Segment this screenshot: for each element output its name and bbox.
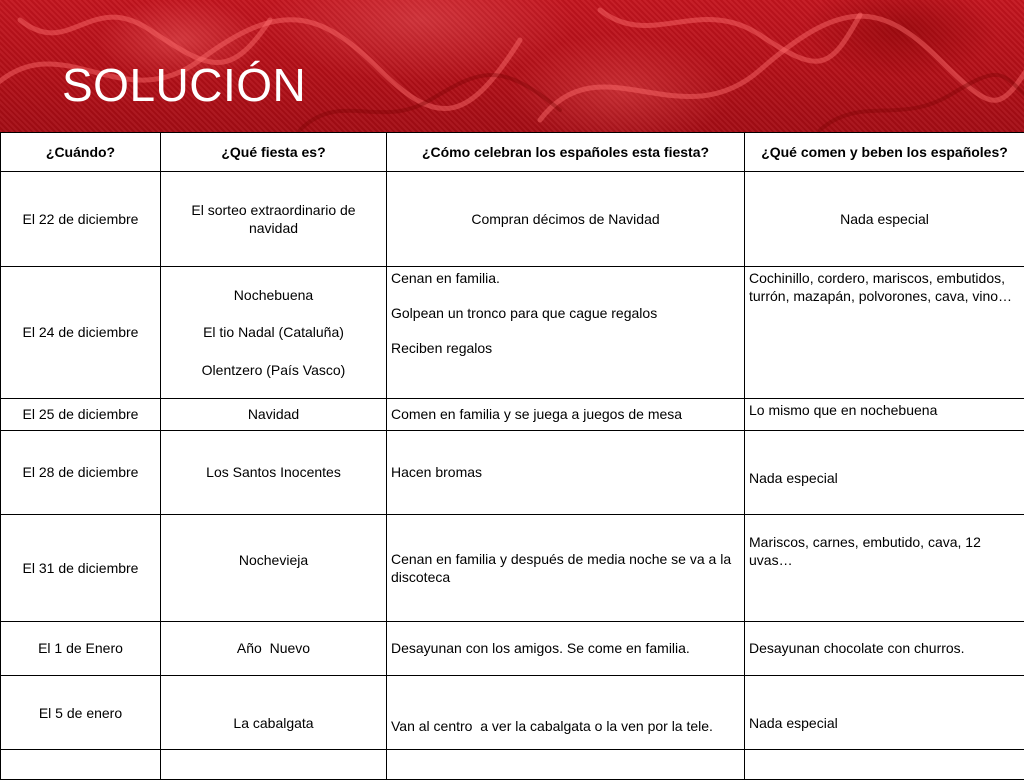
celebran-text: Hacen bromas	[391, 463, 740, 481]
celebran-text: Cenan en familia y después de media noche se va a la discoteca	[391, 550, 740, 586]
when-cell	[1, 750, 161, 780]
table-row	[1, 399, 1024, 431]
table-row	[1, 431, 1024, 515]
table-row	[1, 515, 1024, 622]
table-row	[1, 172, 1024, 267]
comen-cell	[745, 515, 1024, 622]
fiesta-cell	[161, 750, 387, 780]
celebran-cell	[387, 431, 745, 515]
comen-cell	[745, 676, 1024, 750]
comen-cell: Lo mismo que en nochebuena	[745, 399, 1024, 431]
when-cell: El 28 de diciembre	[1, 431, 161, 515]
fiesta-text: La cabalgata	[165, 714, 382, 732]
when-cell: El 22 de diciembre	[1, 172, 161, 267]
fiesta-text: Olentzero (País Vasco)	[165, 361, 382, 379]
celebran-cell	[387, 622, 745, 676]
fiesta-cell	[161, 431, 387, 515]
when-cell: El 31 de diciembre	[1, 515, 161, 622]
fiesta-cell	[161, 399, 387, 431]
comen-cell	[745, 750, 1024, 780]
header-comen: ¿Qué comen y beben los españoles?	[745, 133, 1024, 172]
fiesta-text: Nochebuena	[165, 286, 382, 304]
comen-cell	[745, 431, 1024, 515]
fiestas-table	[0, 132, 1024, 780]
fiesta-text: El sorteo extraordinario de navidad	[165, 201, 382, 237]
celebran-cell	[387, 676, 745, 750]
header-banner	[0, 0, 1024, 132]
header-when: ¿Cuándo?	[1, 133, 161, 172]
celebran-cell	[387, 267, 745, 399]
fiesta-text: Navidad	[165, 405, 382, 423]
fiesta-cell	[161, 267, 387, 399]
celebran-text: Van al centro a ver la cabalgata o la ven por la tele.	[391, 717, 740, 735]
when-cell: El 5 de enero	[1, 676, 161, 750]
header-fiesta: ¿Qué fiesta es?	[161, 133, 387, 172]
fiesta-cell	[161, 622, 387, 676]
fiesta-cell	[161, 515, 387, 622]
celebran-cell	[387, 399, 745, 431]
fiesta-text: Año Nuevo	[165, 639, 382, 657]
fiesta-text: Nochevieja	[165, 551, 382, 569]
comen-text: Mariscos, carnes, embutido, cava, 12 uvas…	[749, 533, 1020, 569]
page-title: SOLUCIÓN	[62, 62, 306, 108]
celebran-cell	[387, 515, 745, 622]
when-cell: El 24 de diciembre	[1, 267, 161, 399]
celebran-cell	[387, 172, 745, 267]
celebran-text: Golpean un tronco para que cague regalos	[391, 304, 740, 322]
comen-cell: Desayunan chocolate con churros.	[745, 622, 1024, 676]
comen-text: Nada especial	[749, 469, 1020, 487]
fiesta-text: El tio Nadal (Cataluña)	[165, 323, 382, 341]
comen-cell: Cochinillo, cordero, mariscos, embutidos, turrón, mazapán, polvorones, cava, vino…	[745, 267, 1024, 399]
celebran-cell	[387, 750, 745, 780]
fiesta-cell	[161, 676, 387, 750]
celebran-text: Compran décimos de Navidad	[391, 210, 740, 228]
celebran-text: Desayunan con los amigos. Se come en familia.	[391, 639, 740, 657]
celebran-text: Reciben regalos	[391, 339, 740, 357]
comen-text: Nada especial	[749, 714, 1020, 732]
table-header-row	[1, 133, 1024, 172]
table-row	[1, 267, 1024, 399]
header-celebran: ¿Cómo celebran los españoles esta fiesta?	[387, 133, 745, 172]
celebran-text: Comen en familia y se juega a juegos de mesa	[391, 405, 740, 423]
table-row	[1, 750, 1024, 780]
comen-cell: Nada especial	[745, 172, 1024, 267]
when-cell: El 1 de Enero	[1, 622, 161, 676]
fiesta-text: Los Santos Inocentes	[165, 463, 382, 481]
table-row	[1, 676, 1024, 750]
table-row	[1, 622, 1024, 676]
when-cell: El 25 de diciembre	[1, 399, 161, 431]
fiesta-cell	[161, 172, 387, 267]
celebran-text: Cenan en familia.	[391, 269, 740, 287]
